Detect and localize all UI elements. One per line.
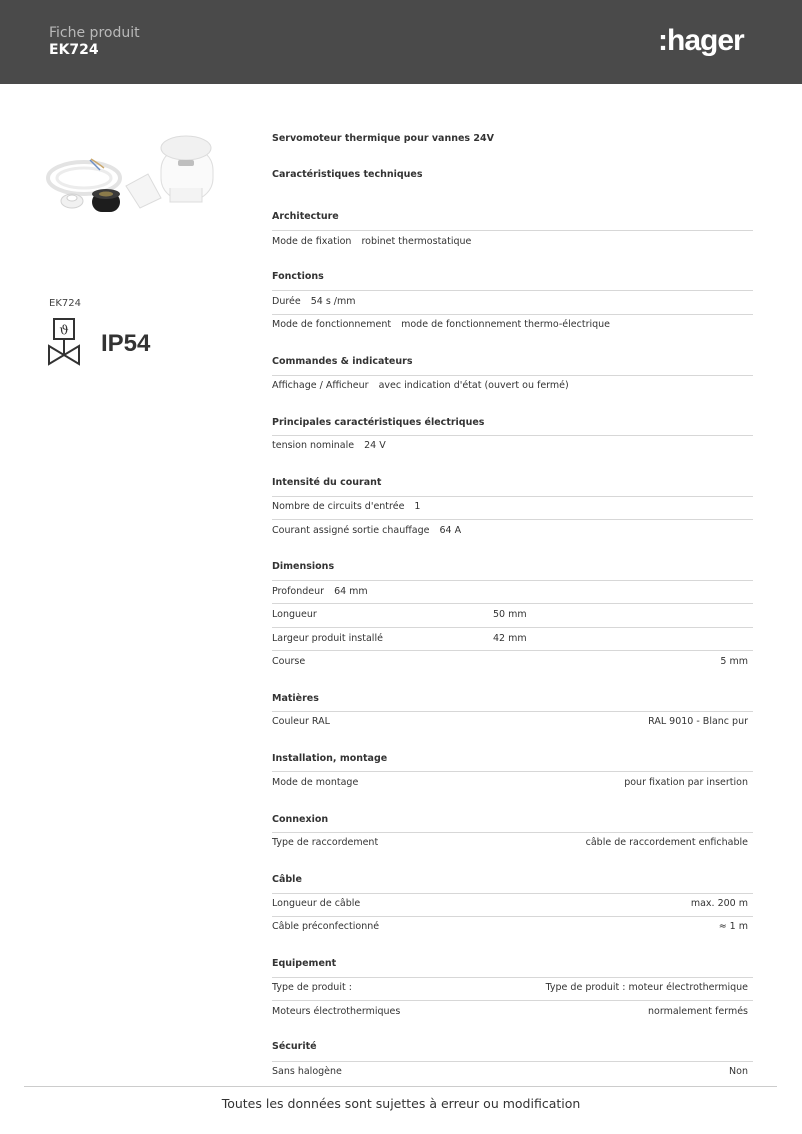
spec-value: 64 mm <box>334 586 368 597</box>
spec-row <box>272 375 753 395</box>
spec-label: Courant assigné sortie chauffage <box>272 525 430 536</box>
header-subtitle: Fiche produit <box>49 25 140 41</box>
spec-row <box>272 314 753 334</box>
spec-value: 24 V <box>364 440 386 451</box>
spec-row <box>272 520 753 540</box>
section-title-securite: Sécurité <box>272 1041 317 1052</box>
spec-label: Moteurs électrothermiques <box>272 1006 401 1017</box>
spec-row <box>272 435 753 455</box>
spec-label: Longueur <box>272 609 317 620</box>
spec-value: 5 mm <box>720 656 748 667</box>
svg-text:ϑ: ϑ <box>59 323 69 339</box>
section-title-equipement: Equipement <box>272 958 337 969</box>
section-title-commandes: Commandes & indicateurs <box>272 356 413 367</box>
spec-row <box>272 893 753 913</box>
footer-disclaimer: Toutes les données sont sujettes à erreur ou modification <box>221 1096 581 1111</box>
spec-label: Nombre de circuits d'entrée <box>272 501 405 512</box>
specs-title: Caractéristiques techniques <box>272 169 423 180</box>
spec-row <box>272 711 753 731</box>
section-title-cable: Câble <box>272 874 302 885</box>
spec-value: 1 <box>414 501 421 512</box>
footer-divider <box>24 1086 777 1087</box>
spec-value: pour fixation par insertion <box>624 777 748 788</box>
section-title-connexion: Connexion <box>272 814 329 825</box>
valve-thermostat-icon <box>47 317 81 367</box>
spec-value: Non <box>729 1066 748 1077</box>
spec-row <box>272 977 753 997</box>
spec-value: avec indication d'état (ouvert ou fermé) <box>378 380 569 391</box>
page-header <box>0 0 802 84</box>
spec-row <box>272 772 753 792</box>
section-title-architecture: Architecture <box>272 211 339 222</box>
product-reference: EK724 <box>49 298 81 309</box>
section-title-matieres: Matières <box>272 693 319 704</box>
spec-row <box>272 1061 753 1081</box>
spec-label: Sans halogène <box>272 1066 342 1077</box>
spec-label: Longueur de câble <box>272 898 361 909</box>
spec-label: Profondeur <box>272 586 325 597</box>
section-title-electriques: Principales caractéristiques électriques <box>272 417 485 428</box>
spec-value: RAL 9010 - Blanc pur <box>648 716 748 727</box>
spec-label: Course <box>272 656 306 667</box>
header-title: EK724 <box>49 42 99 58</box>
hager-logo: :hager <box>658 24 744 57</box>
spec-row <box>272 651 753 671</box>
spec-label: Mode de fonctionnement <box>272 319 392 330</box>
spec-value: 50 mm <box>493 609 527 620</box>
section-title-fonctions: Fonctions <box>272 271 324 282</box>
spec-value: câble de raccordement enfichable <box>585 837 748 848</box>
spec-value: 54 s /mm <box>310 296 356 307</box>
product-description: Servomoteur thermique pour vannes 24V <box>272 133 494 144</box>
spec-label: Type de raccordement <box>272 837 379 848</box>
spec-value: 42 mm <box>493 633 527 644</box>
spec-value: Type de produit : moteur électrothermique <box>545 982 748 993</box>
spec-value: mode de fonctionnement thermo-électrique <box>401 319 611 330</box>
spec-label: Durée <box>272 296 301 307</box>
spec-label: Mode de montage <box>272 777 359 788</box>
spec-label: Affichage / Afficheur <box>272 380 369 391</box>
spec-row <box>272 1001 753 1021</box>
spec-row <box>272 581 753 601</box>
spec-label: Mode de fixation <box>272 236 352 247</box>
section-title-dimensions: Dimensions <box>272 561 335 572</box>
spec-row <box>272 832 753 852</box>
spec-row <box>272 604 753 624</box>
spec-row <box>272 291 753 311</box>
spec-value: max. 200 m <box>690 898 748 909</box>
spec-label: Câble préconfectionné <box>272 921 380 932</box>
spec-value: ≈ 1 m <box>718 921 748 932</box>
spec-value: robinet thermostatique <box>361 236 472 247</box>
spec-label: tension nominale <box>272 440 355 451</box>
spec-row <box>272 628 753 648</box>
ip-rating: IP54 <box>101 330 151 357</box>
spec-row <box>272 231 753 251</box>
section-title-installation: Installation, montage <box>272 753 388 764</box>
spec-value: 64 A <box>439 525 462 536</box>
section-title-intensite: Intensité du courant <box>272 477 382 488</box>
spec-row <box>272 916 753 936</box>
spec-label: Couleur RAL <box>272 716 330 727</box>
product-image <box>44 128 216 224</box>
spec-label: Largeur produit installé <box>272 633 383 644</box>
spec-label: Type de produit : <box>272 982 352 993</box>
spec-row <box>272 496 753 516</box>
spec-value: normalement fermés <box>648 1006 748 1017</box>
